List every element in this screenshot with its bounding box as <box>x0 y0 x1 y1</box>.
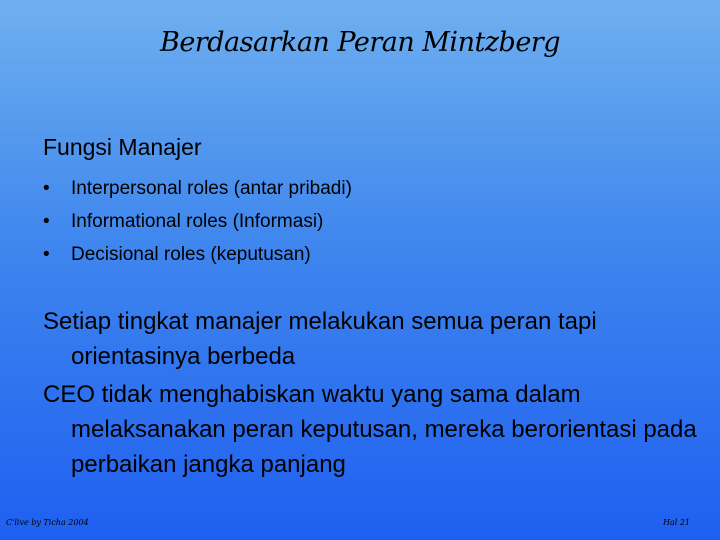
slide-title: Berdasarkan Peran Mintzberg <box>159 27 560 58</box>
bullet-text: Decisional roles (keputusan) <box>71 244 311 265</box>
bullet-item <box>43 172 352 205</box>
footer-page-number: Hal 21 <box>662 518 690 527</box>
bullet-text: Interpersonal roles (antar pribadi) <box>71 178 352 199</box>
paragraph: CEO tidak menghabiskan waktu yang sama dalam melaksanakan peran keputusan, mereka berorientasi pada perbaikan jangka panjang <box>43 381 697 478</box>
bullet-list <box>43 172 352 271</box>
bullet-item <box>43 205 352 238</box>
bullet-text: Informational roles (Informasi) <box>71 211 324 232</box>
bullet-dot-icon: • <box>43 178 50 199</box>
footer-author: C'live by Ticha 2004 <box>6 518 89 527</box>
bullet-item <box>43 238 352 271</box>
paragraph: Setiap tingkat manajer melakukan semua peran tapi orientasinya berbeda <box>43 308 597 370</box>
slide-subtitle: Fungsi Manajer <box>43 134 202 160</box>
bullet-dot-icon: • <box>43 244 50 265</box>
bullet-dot-icon: • <box>43 211 50 232</box>
